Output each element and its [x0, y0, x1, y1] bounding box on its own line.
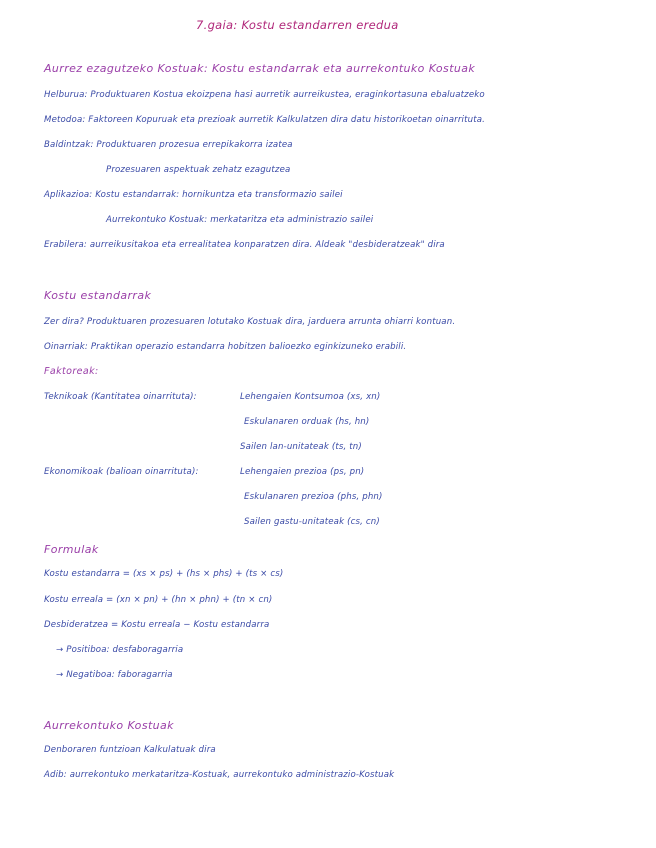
- section-heading-standard-costs: Kostu estandarrak: [44, 289, 152, 302]
- deviation-positive: → Positiboa: desfaboragarria: [56, 645, 184, 655]
- line-baldintzak: Baldintzak: Produktuaren prozesua errepikakorra izatea: [44, 140, 293, 150]
- factors-label: Faktoreak:: [44, 366, 99, 377]
- line-aplikazioa: Aplikazioa: Kostu estandarrak: hornikuntza eta transformazio sailei: [44, 190, 343, 200]
- economic-factor-item: Eskulanaren prezioa (phs, phn): [244, 492, 383, 502]
- line-denbora: Denboraren funtzioan Kalkulatuak dira: [44, 745, 216, 755]
- line-helburua: Helburua: Produktuaren Kostua ekoizpena hasi aurretik aurreikustea, eraginkortasuna ebaluatzeko: [44, 90, 485, 100]
- economic-factor-item: Sailen gastu-unitateak (cs, cn): [244, 517, 380, 527]
- section-heading-prior-costs: Aurrez ezagutzeko Kostuak: Kostu estandarrak eta aurrekontuko Kostuak: [44, 62, 476, 75]
- line-aplikazioa-2: Aurrekontuko Kostuak: merkataritza eta administrazio sailei: [106, 215, 374, 225]
- economic-factor-item: Lehengaien prezioa (ps, pn): [240, 467, 365, 477]
- line-oinarriak: Oinarriak: Praktikan operazio estandarra hobitzen balioezko eginkizuneko erabili.: [44, 342, 407, 352]
- formula-standard-cost: Kostu estandarra = (xs × ps) + (hs × phs) + (ts × cs): [44, 569, 284, 579]
- line-zer-dira: Zer dira? Produktuaren prozesuaren lotutako Kostuak dira, jarduera arrunta ohiarri kontuan.: [44, 317, 456, 327]
- line-erabilera: Erabilera: aurreikusitakoa eta errealitatea konparatzen dira. Aldeak "desbideratzeak" dira: [44, 240, 445, 250]
- technical-factor-item: Sailen lan-unitateak (ts, tn): [240, 442, 362, 452]
- line-adib: Adib: aurrekontuko merkataritza-Kostuak, aurrekontuko administrazio-Kostuak: [44, 770, 395, 780]
- technical-factor-item: Lehengaien Kontsumoa (xs, xn): [240, 392, 381, 402]
- technical-factor-item: Eskulanaren orduak (hs, hn): [244, 417, 370, 427]
- formula-real-cost: Kostu erreala = (xn × pn) + (hn × phn) + (tn × cn): [44, 595, 273, 605]
- economic-factors-label: Ekonomikoak (balioan oinarrituta):: [44, 467, 199, 477]
- line-baldintzak-2: Prozesuaren aspektuak zehatz ezagutzea: [106, 165, 291, 175]
- technical-factors-label: Teknikoak (Kantitatea oinarrituta):: [44, 392, 197, 402]
- deviation-negative: → Negatiboa: faboragarria: [56, 670, 173, 680]
- line-metodoa: Metodoa: Faktoreen Kopuruak eta prezioak aurretik Kalkulatzen dira datu historikoetan oinarrituta.: [44, 115, 486, 125]
- page-title: 7.gaia: Kostu estandarren eredua: [196, 18, 399, 32]
- formulas-heading: Formulak: [44, 543, 99, 556]
- formula-deviation: Desbideratzea = Kostu erreala − Kostu estandarra: [44, 620, 270, 630]
- section-heading-budget-costs: Aurrekontuko Kostuak: [44, 719, 174, 732]
